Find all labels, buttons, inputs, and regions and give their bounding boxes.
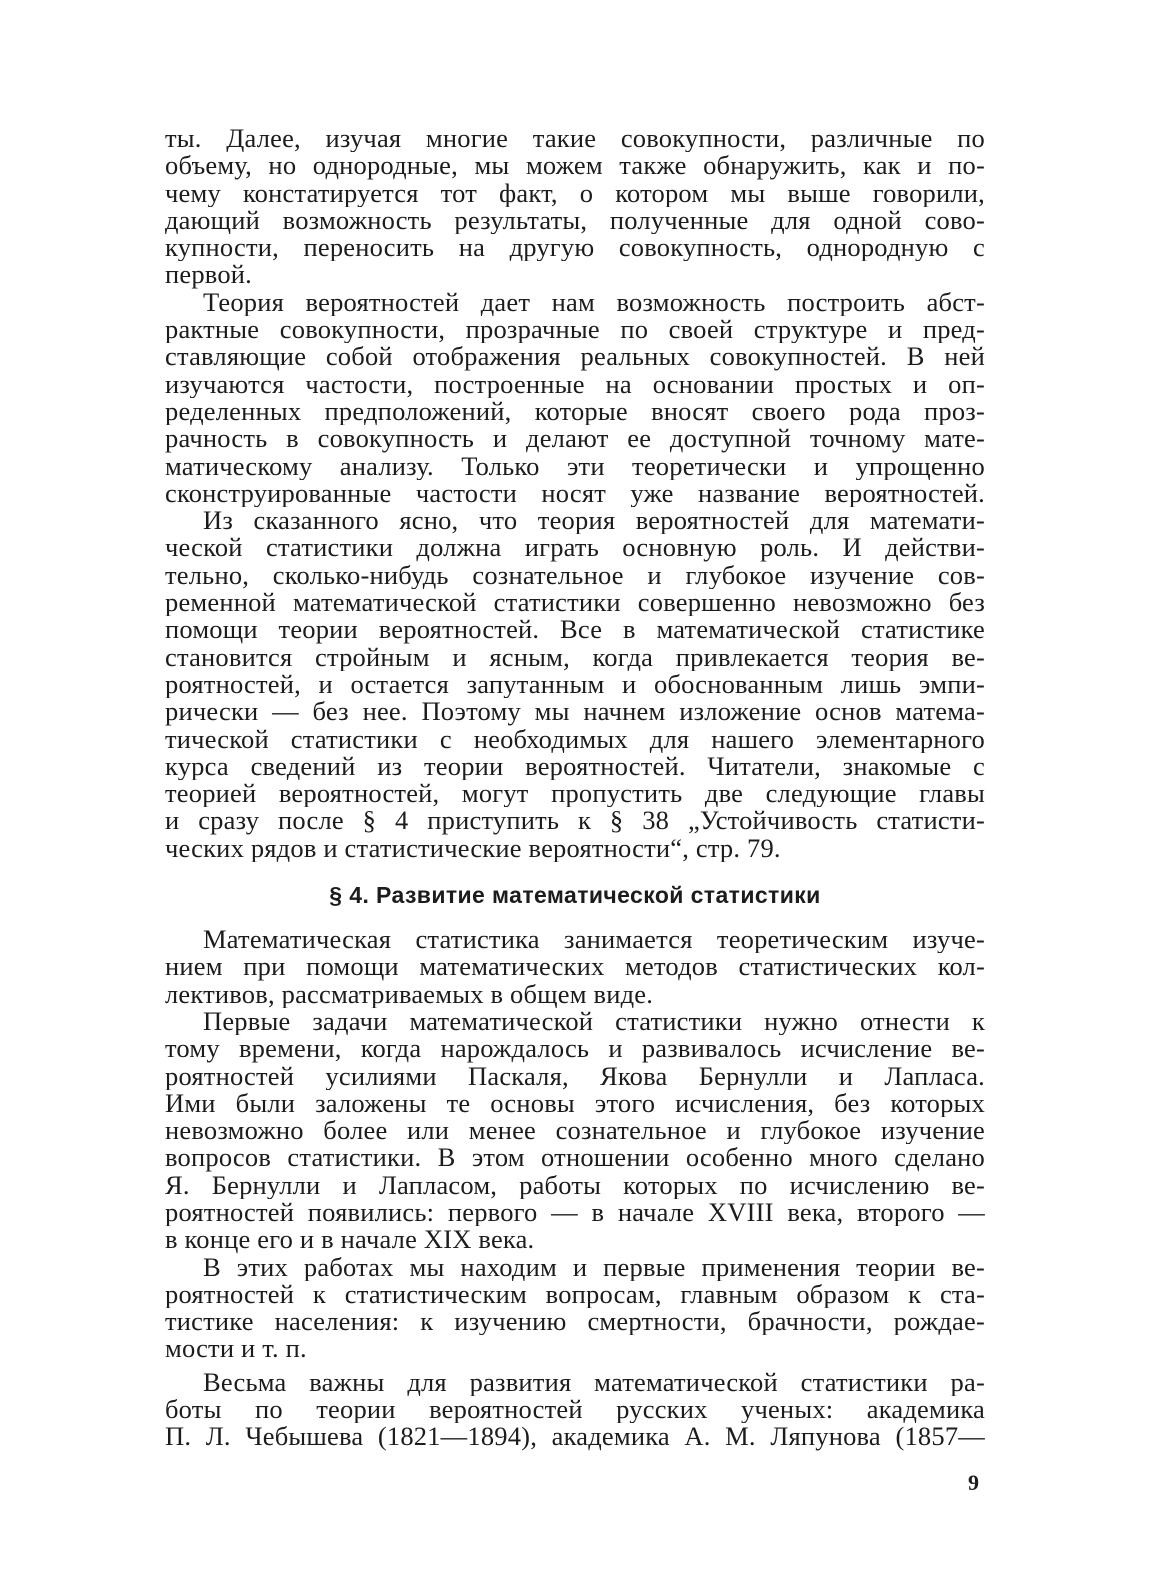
- text-line: Я. Бернулли и Лапласом, работы которых по исчислению ве-: [165, 1171, 985, 1199]
- section-paragraph-3: [165, 1254, 985, 1363]
- text-line: изучаются частости, построенные на основании простых и оп-: [165, 370, 985, 398]
- text-line: ческой статистики должна играть основную роль. И действи-: [165, 534, 985, 562]
- text-line: купности, переносить на другую совокупность, однородную с: [165, 234, 985, 262]
- text-line: тистике населения: к изучению смертности, брачности, рождае-: [165, 1308, 985, 1336]
- text-line: лективов, рассматриваемых в общем виде.: [165, 980, 654, 1008]
- text-line: матическому анализу. Только эти теоретически и упрощенно: [165, 452, 985, 480]
- text-line: чему констатируется тот факт, о котором мы выше говорили,: [165, 179, 985, 207]
- text-line: роятностей к статистическим вопросам, главным образом к ста-: [165, 1280, 985, 1309]
- text-line: ты. Далее, изучая многие такие совокупности, различные по: [165, 125, 985, 153]
- text-line: Из сказанного ясно, что теория вероятностей для математи-: [203, 507, 985, 535]
- section-paragraph-1: [165, 926, 985, 1008]
- text-line: Теория вероятностей дает нам возможность построить абст-: [203, 288, 985, 317]
- text-line: роятностей появились: первого — в начале XVIII века, второго —: [165, 1198, 985, 1227]
- text-line: мости и т. п.: [165, 1335, 307, 1363]
- paragraph-3: [165, 507, 985, 862]
- text-line: ределенных предположений, которые вносят своего рода проз-: [165, 397, 985, 426]
- text-line: рактные совокупности, прозрачные по своей структуре и пред-: [165, 316, 985, 344]
- text-line: рачность в совокупность и делают ее доступной точному мате-: [165, 425, 985, 453]
- section-paragraph-2: [165, 1008, 985, 1254]
- text-line: роятностей, и остается запутанным и обоснованным лишь эмпи-: [165, 670, 985, 699]
- text-line: ставляющие собой отображения реальных совокупностей. В ней: [165, 343, 985, 371]
- text-line: Первые задачи математической статистики нужно отнести к: [203, 1007, 985, 1036]
- paragraph-1: [165, 125, 985, 289]
- paragraph-2: [165, 289, 985, 507]
- text-line: Математическая статистика занимается теоретическим изуче-: [203, 926, 985, 954]
- text-line: курса сведений из теории вероятностей. Читатели, знакомые с: [165, 752, 985, 781]
- section-paragraph-4: [165, 1369, 985, 1451]
- text-line: теорией вероятностей, могут пропустить две следующие главы: [165, 780, 985, 808]
- text-line: и сразу после § 4 приступить к § 38 „Устойчивость статисти-: [165, 807, 985, 835]
- section-heading: § 4. Развитие математической статистики: [329, 882, 821, 909]
- text-line: роятностей усилиями Паскаля, Якова Бернулли и Лапласа.: [165, 1062, 985, 1090]
- text-line: тому времени, когда нарождалось и развивалось исчисление ве-: [165, 1035, 985, 1063]
- text-line: В этих работах мы находим и первые применения теории ве-: [203, 1253, 985, 1281]
- text-line: рически — без нее. Поэтому мы начнем изложение основ матема-: [165, 698, 985, 726]
- text-line: тической статистики с необходимых для нашего элементарного: [165, 725, 985, 753]
- text-line: вопросов статистики. В этом отношении особенно много сделано: [165, 1144, 985, 1172]
- text-line: нием при помощи математических методов статистических кол-: [165, 953, 985, 981]
- text-line: становится стройным и ясным, когда привлекается теория ве-: [165, 643, 985, 671]
- text-line: тельно, сколько-нибудь сознательное и глубокое изучение сов-: [165, 561, 985, 590]
- text-line: сконструированные частости носят уже название вероятностей.: [165, 479, 985, 508]
- page-number: 9: [968, 1470, 979, 1495]
- text-line: в конце его и в начале XIX века.: [165, 1226, 535, 1254]
- text-line: объему, но однородные, мы можем также обнаружить, как и по-: [165, 152, 985, 180]
- page-body: [165, 125, 985, 1545]
- text-line: П. Л. Чебышева (1821—1894), академика А. М. Ляпунова (1857—: [165, 1423, 985, 1451]
- text-line: помощи теории вероятностей. Все в математической статистике: [165, 616, 985, 644]
- text-line: Весьма важны для развития математической статистики ра-: [203, 1368, 985, 1397]
- text-line: Ими были заложены те основы этого исчисления, без которых: [165, 1089, 985, 1118]
- text-line: дающий возможность результаты, полученные для одной сово-: [165, 206, 985, 235]
- text-line: первой.: [165, 261, 252, 289]
- text-line: ременной математической статистики совершенно невозможно без: [165, 589, 985, 617]
- text-line: невозможно более или менее сознательное и глубокое изучение: [165, 1117, 985, 1145]
- text-line: боты по теории вероятностей русских ученых: академика: [165, 1396, 985, 1424]
- text-line: ческих рядов и статистические вероятности“, стр. 79.: [165, 834, 781, 863]
